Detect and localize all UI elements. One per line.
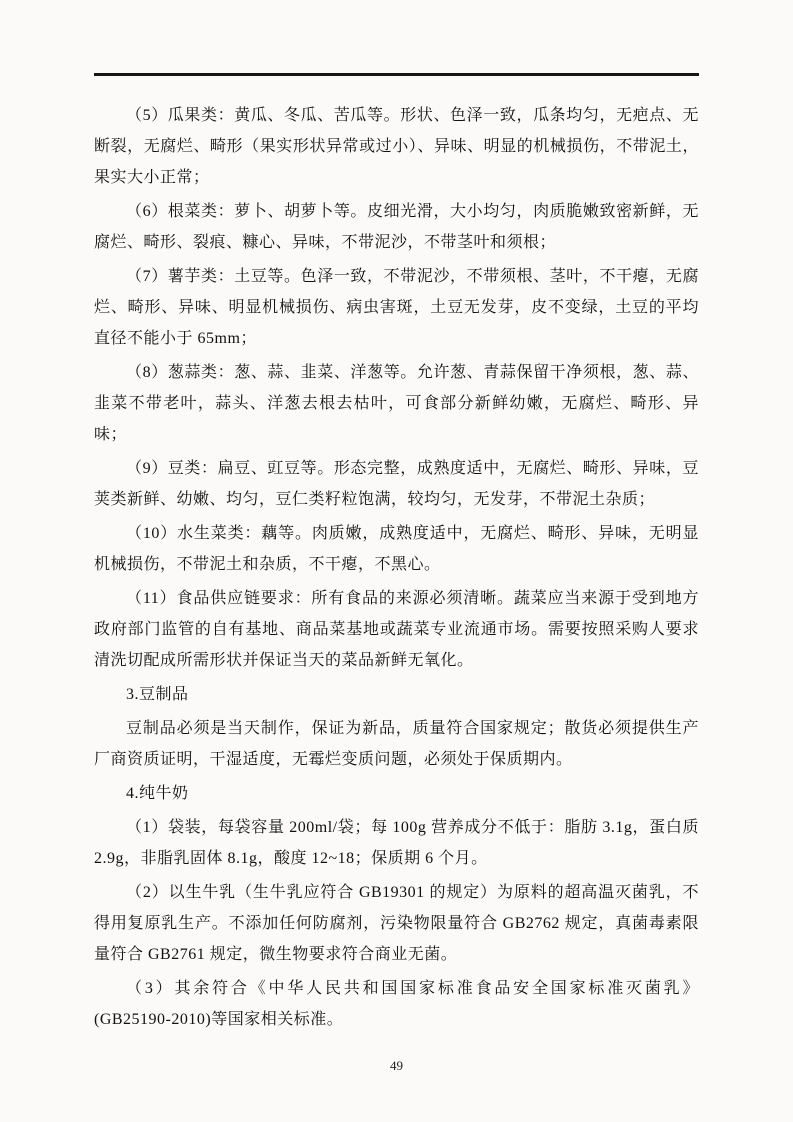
paragraph-supply-chain-requirements: （11）食品供应链要求：所有食品的来源必须清晰。蔬菜应当来源于受到地方政府部门监管的自有基地、商品菜基地或蔬菜专业流通市场。需要按照采购人要求清洗切配成所需形状并保证当天的菜品新鲜无氧化。 xyxy=(94,590,699,669)
paragraph-milk-packaging: （1）袋装，每袋容量 200ml/袋；每 100g 营养成分不低于：脂肪 3.1g，蛋白质 2.9g，非脂乳固体 8.1g，酸度 12~18；保质期 6 个月。 xyxy=(94,819,699,867)
heading-tofu-products: 3.豆制品 xyxy=(126,686,189,703)
paragraph-melon-fruit-vegetables: （5）瓜果类：黄瓜、冬瓜、苦瓜等。形状、色泽一致，瓜条均匀，无疤点、无断裂，无腐烂、畸形（果实形状异常或过小）、异味、明显的机械损伤，不带泥土，果实大小正常； xyxy=(94,107,699,186)
paragraph-bean-vegetables: （9）豆类：扁豆、豇豆等。形态完整，成熟度适中，无腐烂、畸形、异味，豆荚类新鲜、幼嫩、均匀，豆仁类籽粒饱满，较均匀，无发芽，不带泥土杂质； xyxy=(94,460,699,508)
paragraph-tuber-vegetables: （7）薯芋类：土豆等。色泽一致，不带泥沙，不带须根、茎叶，不干瘪，无腐烂、畸形、异味、明显机械损伤、病虫害斑，土豆无发芽，皮不变绿，土豆的平均直径不能小于 65mm； xyxy=(94,268,699,347)
paragraph-aquatic-vegetables: （10）水生菜类：藕等。肉质嫩，成熟度适中，无腐烂、畸形、异味，无明显机械损伤，不带泥土和杂质，不干瘪，不黑心。 xyxy=(94,525,699,573)
document-content xyxy=(94,100,699,1038)
heading-pure-milk: 4.纯牛奶 xyxy=(126,785,189,802)
page-number: 49 xyxy=(390,1058,403,1073)
paragraph-allium-vegetables: （8）葱蒜类：葱、蒜、韭菜、洋葱等。允许葱、青蒜保留干净须根，葱、蒜、韭菜不带老叶，蒜头、洋葱去根去枯叶，可食部分新鲜幼嫩，无腐烂、畸形、异味； xyxy=(94,364,699,443)
header-rule xyxy=(94,73,699,76)
paragraph-milk-standards: （3）其余符合《中华人民共和国国家标准食品安全国家标准灭菌乳》(GB25190-2010)等国家相关标准。 xyxy=(94,980,699,1028)
paragraph-milk-raw-material: （2）以生牛乳（生牛乳应符合 GB19301 的规定）为原料的超高温灭菌乳，不得用复原乳生产。不添加任何防腐剂，污染物限量符合 GB2762 规定，真菌毒素限量符合 GB2761 规定，微生物要求符合商业无菌。 xyxy=(94,884,699,963)
paragraph-tofu-requirements: 豆制品必须是当天制作，保证为新品，质量符合国家规定；散货必须提供生产厂商资质证明，干湿适度，无霉烂变质问题，必须处于保质期内。 xyxy=(94,720,699,768)
paragraph-root-vegetables: （6）根菜类：萝卜、胡萝卜等。皮细光滑，大小均匀，肉质脆嫩致密新鲜，无腐烂、畸形、裂痕、糠心、异味，不带泥沙，不带茎叶和须根； xyxy=(94,203,699,251)
